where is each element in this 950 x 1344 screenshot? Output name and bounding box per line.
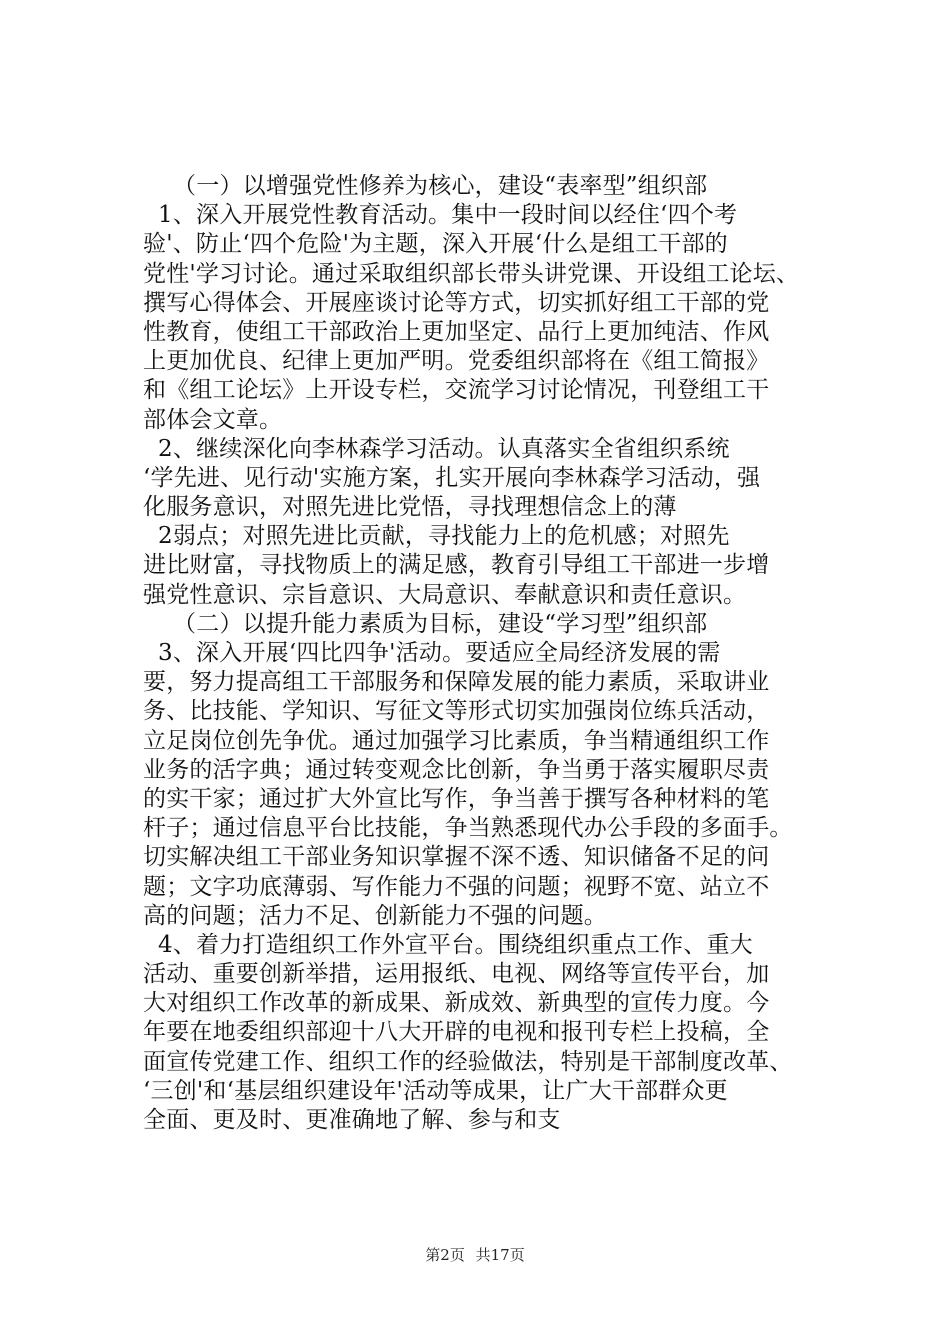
text-line: 活动、重要创新举措，运用报纸、电视、网络等宣传平台，加 [143, 961, 770, 988]
text-line: 3、深入开展‘四比四争'活动。要适应全局经济发展的需 [143, 640, 721, 666]
text-line: 题；文字功底薄弱、写作能力不强的问题；视野不宽、站立不 [143, 873, 770, 900]
text-line: 验'、防止‘四个危险'为主题，深入开展‘什么是组工干部的 [143, 231, 728, 258]
text-line: 和《组工论坛》上开设专栏，交流学习讨论情况，刊登组工干 [143, 377, 770, 404]
text-line: 强党性意识、宗旨意识、大局意识、奉献意识和责任意识。 [143, 581, 747, 608]
text-line: 撰写心得体会、开展座谈讨论等方式，切实抓好组工干部的党 [143, 289, 770, 316]
text-line: 立足岗位创先争优。通过加强学习比素质，争当精通组织工作 [143, 727, 770, 754]
text-line: （一）以增强党性修养为核心，建设“表率型”组织部 [143, 173, 708, 199]
page-number: 第2页 [425, 1246, 465, 1264]
text-line: ‘学先进、见行动'实施方案，扎实开展向李林森学习活动，强 [143, 464, 761, 491]
text-line: 要，努力提高组工干部服务和保障发展的能力素质，采取讲业 [143, 669, 770, 696]
text-line: 4、着力打造组织工作外宣平台。围绕组织重点工作、重大 [143, 931, 753, 958]
page-total: 共17页 [475, 1246, 525, 1264]
text-line: 性教育，使组工干部政治上更加坚定、品行上更加纯洁、作风 [143, 318, 770, 345]
text-line: 2、继续深化向李林森学习活动。认真落实全省组织系统 [143, 435, 730, 462]
text-line: （二）以提升能力素质为目标，建设“学习型”组织部 [143, 610, 708, 637]
text-line: 进比财富，寻找物质上的满足感，教育引导组工干部进一步增 [143, 552, 770, 579]
text-line: 化服务意识，对照先进比党悟，寻找理想信念上的薄 [143, 494, 677, 521]
text-line: 2弱点；对照先进比贡献，寻找能力上的危机感；对照先 [143, 523, 730, 550]
text-line: 部体会文章。 [143, 406, 283, 433]
text-line: 务、比技能、学知识、写征文等形式切实加强岗位练兵活动， [143, 698, 770, 725]
text-line: 切实解决组工干部业务知识掌握不深不透、知识储备不足的问 [143, 844, 770, 871]
text-line: 全面、更及时、更准确地了解、参与和支 [143, 1107, 561, 1133]
page-footer [0, 1244, 950, 1265]
text-line: 上更加优良、纪律上更加严明。党委组织部将在《组工简报》 [143, 348, 770, 375]
text-line: 的实干家；通过扩大外宣比写作，争当善于撰写各种材料的笔 [143, 785, 770, 812]
text-line: 年要在地委组织部迎十八大开辟的电视和报刊专栏上投稿，全 [143, 1019, 770, 1046]
text-line: 业务的活字典；通过转变观念比创新，争当勇于落实履职尽责 [143, 756, 770, 783]
text-line: 面宣传党建工作、组织工作的经验做法，特别是干部制度改革、 [143, 1048, 793, 1075]
text-line: 大对组织工作改革的新成果、新成效、新典型的宣传力度。今 [143, 990, 770, 1017]
document-body [143, 172, 815, 1135]
text-line: ‘三创'和‘基层组织建设年'活动等成果，让广大干部群众更 [143, 1077, 728, 1104]
text-line: 1、深入开展党性教育活动。集中一段时间以经住‘四个考 [143, 202, 738, 229]
text-line: 杆子；通过信息平台比技能，争当熟悉现代办公手段的多面手。 [143, 815, 793, 842]
text-line: 高的问题；活力不足、创新能力不强的问题。 [143, 902, 607, 929]
text-line: 党性'学习讨论。通过采取组织部长带头讲党课、开设组工论坛、 [143, 260, 800, 287]
